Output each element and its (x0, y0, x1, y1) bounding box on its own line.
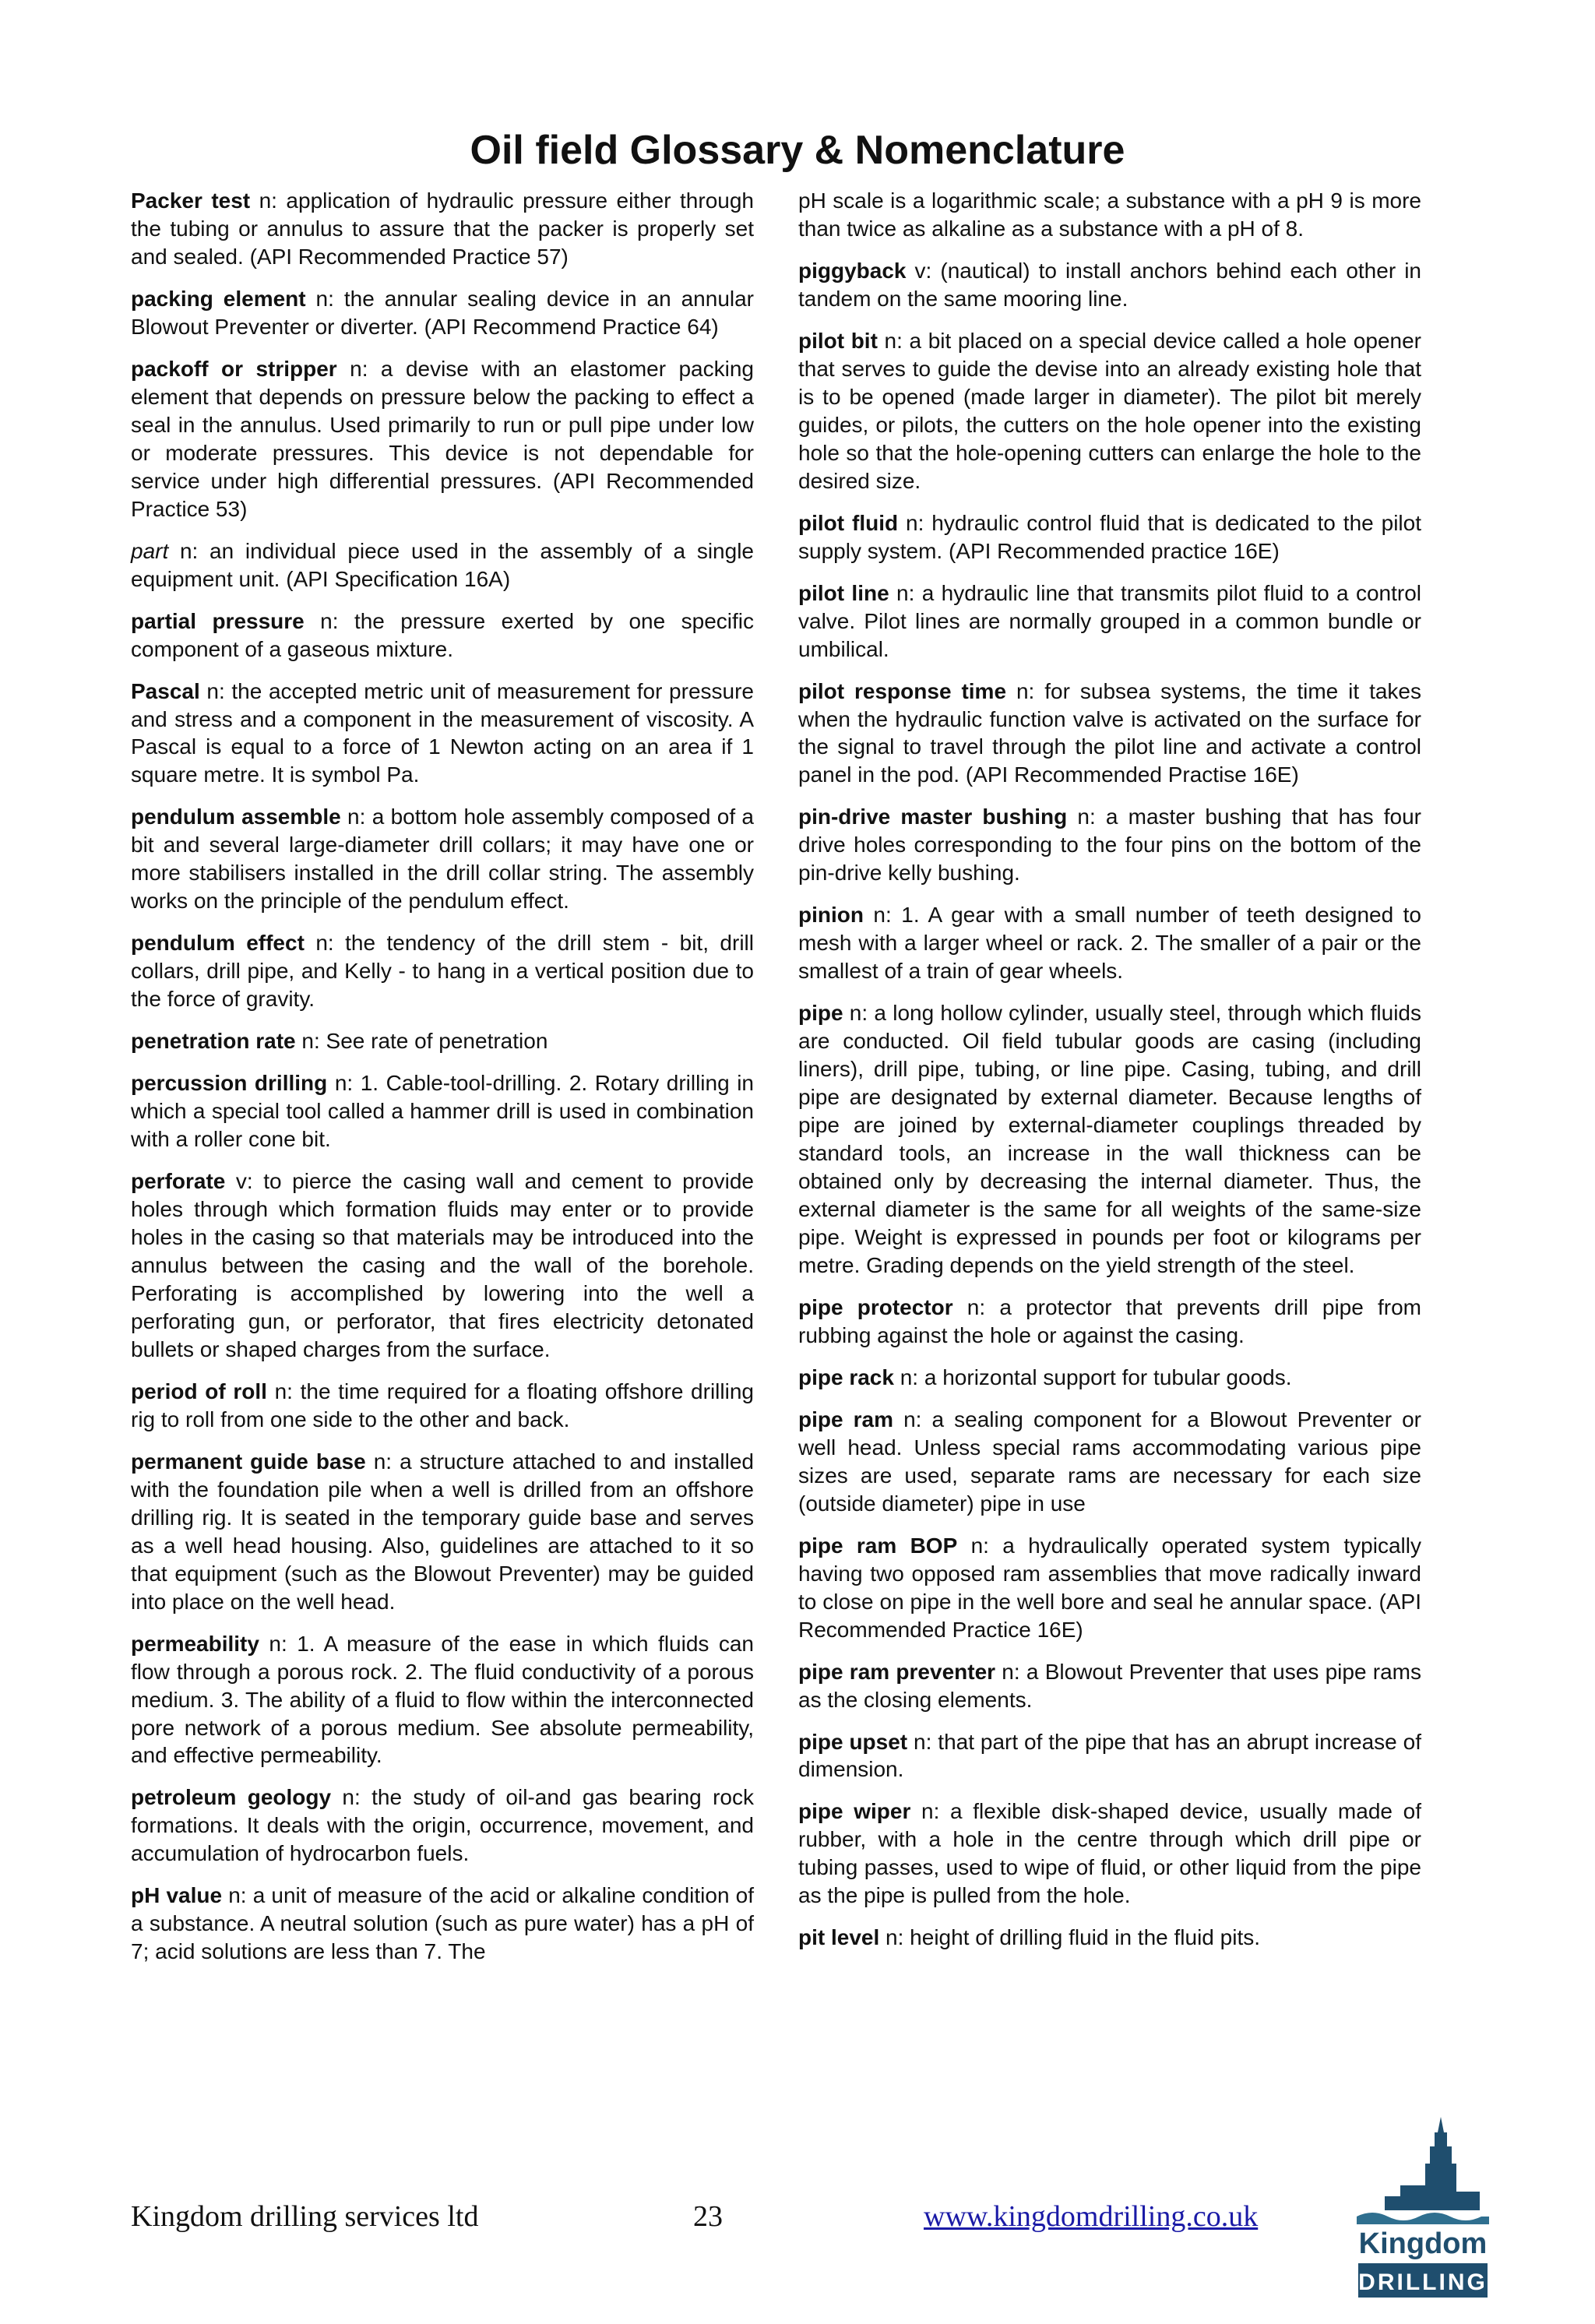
glossary-entry (798, 1728, 1421, 1784)
glossary-term: percussion drilling (131, 1071, 328, 1096)
glossary-entry (131, 187, 754, 271)
glossary-term: permanent guide base (131, 1449, 366, 1474)
glossary-definition: a hydraulic line that transmits pilot fluid to a control valve. Pilot lines are normally grouped in a common bundle or umbilical. (798, 580, 1421, 661)
glossary-definition: an individual piece used in the assembly of a single equipment unit. (API Specification 16A) (131, 538, 754, 591)
glossary-entry (131, 803, 754, 915)
part-of-speech: v: (225, 1169, 253, 1194)
glossary-definition: the tendency of the drill stem - bit, drill collars, drill pipe, and Kelly - to hang in a vertical position due to the force of gravity. (131, 931, 754, 1012)
part-of-speech: n: (304, 608, 339, 633)
glossary-term: pH value (131, 1883, 223, 1908)
part-of-speech: n: (1006, 678, 1035, 703)
glossary-definition: a horizontal support for tubular goods. (918, 1364, 1292, 1389)
glossary-entry (131, 355, 754, 523)
logo-text-kingdom: Kingdom (1358, 2227, 1488, 2260)
part-of-speech: n: (898, 510, 924, 535)
part-of-speech: n: (327, 1071, 354, 1096)
part-of-speech: n: (340, 805, 366, 829)
glossary-entry (798, 901, 1421, 985)
glossary-entry (798, 803, 1421, 887)
part-of-speech: n: (305, 286, 334, 311)
part-of-speech: n: (877, 328, 903, 353)
part-of-speech: n: (910, 1799, 940, 1824)
glossary-definition: a bit placed on a special device called a hole opener that serves to guide the devise into an already existing hole that is to be opened (made larger in diameter). The pilot bit merely guides, or pilots, the cutters on the hole opener into the existing hole so that the hole-opening cutters can enlarge the hole to the desired size. (798, 328, 1421, 493)
glossary-definition: 1. A measure of the ease in which fluids can flow through a porous rock. 2. The fluid conductivity of a porous medium. 3. The ability of a fluid to flow within the interconnected pore network of a porous medium. See absolute permeability, and effective permeability. (131, 1631, 754, 1768)
glossary-definition: 1. A gear with a small number of teeth designed to mesh with a larger wheel or rack. 2. The smaller of a pair or the smallest of a train of gear wheels. (798, 903, 1421, 984)
glossary-entry (798, 678, 1421, 790)
glossary-entry (131, 1069, 754, 1153)
glossary-term: pinion (798, 903, 864, 928)
glossary-definition: a long hollow cylinder, usually steel, through which fluids are conducted. Oil field tubular goods are casing (including liners), drill pipe, tubing, or line pipe. Casing, tubing, and drill pipe are designated by external diameter. Because lengths of pipe are joined by external-diameter couplings threaded by standard tools, an increase in the wall thickness can be obtained only by decreasing the internal diameter. Thus, the external diameter is the same for all weights of the same-size pipe. Weight is expressed in pounds per foot or kilograms per metre. Grading depends on the yield strength of the steel. (798, 1001, 1421, 1277)
part-of-speech: n: (168, 538, 199, 563)
part-of-speech: n: (250, 188, 277, 213)
glossary-definition: hydraulic control fluid that is dedicated to the pilot supply system. (API Recommended practice 16E) (798, 510, 1421, 563)
glossary-definition: a hydraulically operated system typically having two opposed ram assemblies that move radically inward to close on pipe in the well bore and seal he annular space. (API Recommended Practice 16E) (798, 1533, 1421, 1642)
glossary-definition: a bottom hole assembly composed of a bit and several large-diameter drill collars; it may have one or more stabilisers installed in the drill collar string. The assembly works on the principle of the pendulum effect. (131, 805, 755, 914)
glossary-entry (798, 257, 1421, 313)
glossary-term: pipe rack (798, 1364, 894, 1389)
glossary-definition: a sealing component for a Blowout Preventer or well head. Unless special rams accommodating various pipe sizes are used, separate rams are necessary for each size (outside diameter) pipe in use (798, 1407, 1421, 1516)
glossary-definition: a structure attached to and installed with the foundation pile when a well is drilled from an offshore drilling rig. It is seated in the temporary guide base and serves as a well head housing. Also, guidelines are attached to it so that equipment (such as the Blowout Preventer) may be guided into place on the well head. (131, 1449, 755, 1614)
glossary-entry (131, 1783, 754, 1868)
glossary-column-right (798, 187, 1421, 1966)
part-of-speech: n: (304, 931, 334, 956)
footer-website-link[interactable]: www.kingdomdrilling.co.uk (924, 2200, 1259, 2233)
glossary-term: pipe wiper (798, 1799, 911, 1824)
glossary-definition: for subsea systems, the time it takes when the hydraulic function valve is activated on the surface for the signal to travel through the pilot line and activate a control panel in the pod. (API Recommended Practise 16E) (798, 678, 1422, 787)
glossary-entry (798, 1406, 1421, 1518)
glossary-term: packing element (131, 286, 306, 311)
glossary-term: pendulum effect (131, 931, 305, 956)
part-of-speech: n: (843, 1001, 868, 1026)
glossary-definition: a protector that prevents drill pipe from rubbing against the hole or against the casing. (798, 1294, 1421, 1347)
glossary-term: pit level (798, 1925, 880, 1950)
glossary-definition: See rate of penetration (319, 1029, 548, 1054)
glossary-entry (131, 1378, 754, 1434)
glossary-entry (131, 1448, 754, 1616)
glossary-definition: that part of the pipe that has an abrupt increase of dimension. (798, 1729, 1421, 1782)
part-of-speech: n: (295, 1029, 320, 1054)
part-of-speech: n: (336, 356, 368, 381)
glossary-definition: to pierce the casing wall and cement to provide holes through which formation fluids may enter or to provide holes in the casing so that materials may be introduced into the annulus between the casing and the wall of the borehole. Perforating is accomplished by lowering into the well a perforating gun, or perforator, that fires electricity detonated bullets or shaped charges from the surface. (131, 1169, 754, 1361)
glossary-term: pipe upset (798, 1729, 908, 1754)
glossary-definition: the study of oil-and gas bearing rock formations. It deals with the origin, occurrence, movement, and accumulation of hydrocarbon fuels. (131, 1785, 755, 1866)
glossary-entry (798, 509, 1421, 565)
glossary-entry (798, 1924, 1421, 1952)
part-of-speech: n: (957, 1533, 989, 1558)
part-of-speech: n: (893, 1407, 922, 1431)
glossary-entry (131, 1027, 754, 1055)
glossary-term: pilot fluid (798, 510, 899, 535)
page-title: Oil field Glossary & Nomenclature (470, 128, 1125, 173)
glossary-term: Packer test (131, 188, 251, 213)
glossary-entry (798, 1658, 1421, 1714)
glossary-term: pipe protector (798, 1294, 953, 1319)
glossary-entry (131, 607, 754, 664)
part-of-speech: n: (879, 1925, 904, 1950)
part-of-speech: n: (1067, 805, 1096, 829)
glossary-entry (131, 537, 754, 593)
part-of-speech: n: (331, 1785, 361, 1810)
glossary-definition: a unit of measure of the acid or alkaline condition of a substance. A neutral solution (such as pure water) has a pH of 7; acid solutions are less than 7. The (131, 1883, 755, 1964)
glossary-term: partial pressure (131, 608, 305, 633)
glossary-entry (131, 678, 754, 790)
part-of-speech: n: (199, 678, 225, 703)
glossary-term: pipe ram preventer (798, 1659, 996, 1684)
glossary-definition: the accepted metric unit of measurement for pressure and stress and a component in the measurement of viscosity. A Pascal is equal to a force of 1 Newton acting on an area if 1 square metre. It is symbol Pa. (131, 678, 754, 787)
glossary-definition: pH scale is a logarithmic scale; a substance with a pH 9 is more than twice as alkaline as a substance with a pH of 8. (798, 188, 1421, 241)
glossary-term: permeability (131, 1631, 259, 1656)
glossary-entry (798, 579, 1421, 664)
part-of-speech: n: (952, 1294, 986, 1319)
glossary-definition: a flexible disk-shaped device, usually made of rubber, with a hole in the centre through which drill pipe or tubing passes, used to wipe of fluid, or other liquid from the pipe as the pipe is pulled from the hole. (798, 1799, 1421, 1908)
glossary-definition: 1. Cable-tool-drilling. 2. Rotary drilling in which a special tool called a hammer drill is used in combination with a roller cone bit. (131, 1071, 755, 1152)
glossary-entry (798, 187, 1421, 243)
glossary-term: pilot line (798, 580, 889, 605)
glossary-definition: a Blowout Preventer that uses pipe rams as the closing elements. (798, 1659, 1421, 1712)
glossary-term: pendulum assemble (131, 805, 341, 829)
glossary-definition: the annular sealing device in an annular Blowout Preventer or diverter. (API Recommend Practice 64) (131, 286, 755, 339)
footer-page-number: 23 (693, 2200, 723, 2233)
glossary-entry (131, 285, 754, 341)
glossary-entry (798, 1364, 1421, 1392)
glossary-definition: the time required for a floating offshore drilling rig to roll from one side to the other and back. (131, 1379, 754, 1431)
glossary-term: pipe ram BOP (798, 1533, 958, 1558)
glossary-term: part (131, 538, 169, 563)
part-of-speech: n: (889, 580, 915, 605)
glossary-entry (131, 929, 754, 1013)
glossary-term: pipe (798, 1001, 843, 1026)
glossary-term: period of roll (131, 1379, 267, 1403)
glossary-term: perforate (131, 1169, 226, 1194)
part-of-speech: n: (893, 1364, 919, 1389)
glossary-term: pilot bit (798, 328, 878, 353)
glossary-entry (798, 1532, 1421, 1644)
glossary-term: pipe ram (798, 1407, 893, 1431)
part-of-speech: n: (863, 903, 892, 928)
glossary-entry (798, 999, 1421, 1280)
glossary-definition: a devise with an elastomer packing element that depends on pressure below the packing to effect a seal in the annulus. Used primarily to run or pull pipe under low or moderate pressures. This device is not dependable for service under high differential pressures. (API Recommended Practice 53) (131, 356, 754, 521)
logo-text-drilling: DRILLING (1358, 2269, 1488, 2295)
glossary-term: pin-drive master bushing (798, 805, 1068, 829)
glossary-definition: height of drilling fluid in the fluid pits. (903, 1925, 1261, 1950)
glossary-term: Pascal (131, 678, 200, 703)
glossary-entry (131, 1882, 754, 1966)
kingdom-drilling-logo (1354, 2111, 1492, 2305)
part-of-speech: n: (266, 1379, 293, 1403)
part-of-speech: v: (906, 258, 932, 283)
glossary-term: petroleum geology (131, 1785, 332, 1810)
glossary-entry (798, 1798, 1421, 1910)
glossary-entry (798, 1294, 1421, 1350)
part-of-speech: n: (907, 1729, 932, 1754)
glossary-term: piggyback (798, 258, 907, 283)
glossary-definition: the pressure exerted by one specific component of a gaseous mixture. (131, 608, 754, 661)
part-of-speech: n: (222, 1883, 247, 1908)
glossary-entry (131, 1167, 754, 1364)
part-of-speech: n: (995, 1659, 1020, 1684)
footer-company-name: Kingdom drilling services ltd (131, 2200, 479, 2233)
glossary-definition: application of hydraulic pressure either through the tubing or annulus to assure that the packer is properly set and sealed. (API Recommended Practice 57) (131, 188, 754, 269)
glossary-term: packoff or stripper (131, 356, 337, 381)
part-of-speech: n: (259, 1631, 287, 1656)
glossary-entry (131, 1630, 754, 1770)
glossary-definition: a master bushing that has four drive holes corresponding to the four pins on the bottom of the pin-drive kelly bushing. (798, 805, 1422, 886)
glossary-term: penetration rate (131, 1029, 296, 1054)
part-of-speech: n: (365, 1449, 393, 1474)
glossary-column-left (131, 187, 754, 1980)
glossary-entry (798, 327, 1421, 495)
glossary-term: pilot response time (798, 678, 1007, 703)
glossary-definition: (nautical) to install anchors behind each other in tandem on the same mooring line. (798, 258, 1422, 311)
